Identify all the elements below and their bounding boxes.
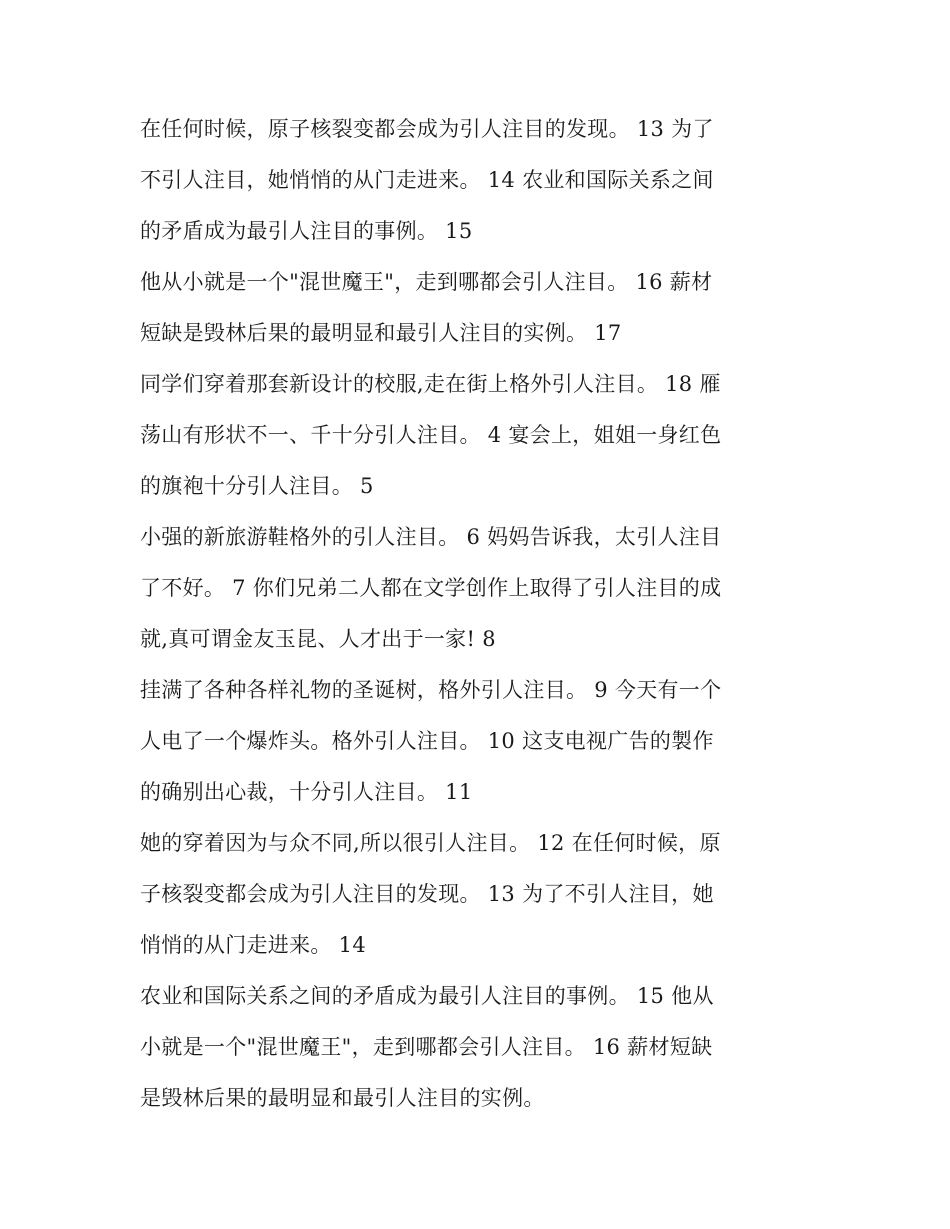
text-line-17: 悄悄的从门走进来。 14 <box>140 933 366 957</box>
text-line-5: 短缺是毁林后果的最明显和最引人注目的实例。 17 <box>140 321 622 345</box>
text-line-11: 就,真可谓金友玉昆、人才出于一家! 8 <box>140 627 496 651</box>
text-line-10: 了不好。 7 你们兄弟二人都在文学创作上取得了引人注目的成 <box>140 576 722 600</box>
text-line-4: 他从小就是一个"混世魔王"，走到哪都会引人注目。 16 薪材 <box>140 270 713 294</box>
text-line-2: 不引人注目，她悄悄的从门走进来。 14 农业和国际关系之间 <box>140 168 714 192</box>
text-line-3: 的矛盾成为最引人注目的事例。 15 <box>140 219 473 243</box>
text-line-14: 的确别出心裁，十分引人注目。 11 <box>140 780 473 804</box>
text-line-12: 挂满了各种各样礼物的圣诞树，格外引人注目。 9 今天有一个 <box>140 678 722 702</box>
text-line-8: 的旗袍十分引人注目。 5 <box>140 474 374 498</box>
text-line-7: 荡山有形状不一、千十分引人注目。 4 宴会上，姐姐一身红色 <box>140 423 722 447</box>
text-line-6: 同学们穿着那套新设计的校服,走在街上格外引人注目。 18 雁 <box>140 372 721 396</box>
text-line-16: 子核裂变都会成为引人注目的发现。 13 为了不引人注目，她 <box>140 882 714 906</box>
text-line-9: 小强的新旅游鞋格外的引人注目。 6 妈妈告诉我，太引人注目 <box>140 525 722 549</box>
text-line-15: 她的穿着因为与众不同,所以很引人注目。 12 在任何时候，原 <box>140 831 721 855</box>
text-line-13: 人电了一个爆炸头。格外引人注目。 10 这支电视广告的製作 <box>140 729 714 753</box>
text-line-20: 是毁林后果的最明显和最引人注目的实例。 <box>140 1086 545 1110</box>
text-line-1: 在任何时候，原子核裂变都会成为引人注目的发现。 13 为了 <box>140 117 714 141</box>
text-line-18: 农业和国际关系之间的矛盾成为最引人注目的事例。 15 他从 <box>140 984 714 1008</box>
text-line-19: 小就是一个"混世魔王"，走到哪都会引人注目。 16 薪材短缺 <box>140 1035 713 1059</box>
document-body <box>140 104 840 1124</box>
